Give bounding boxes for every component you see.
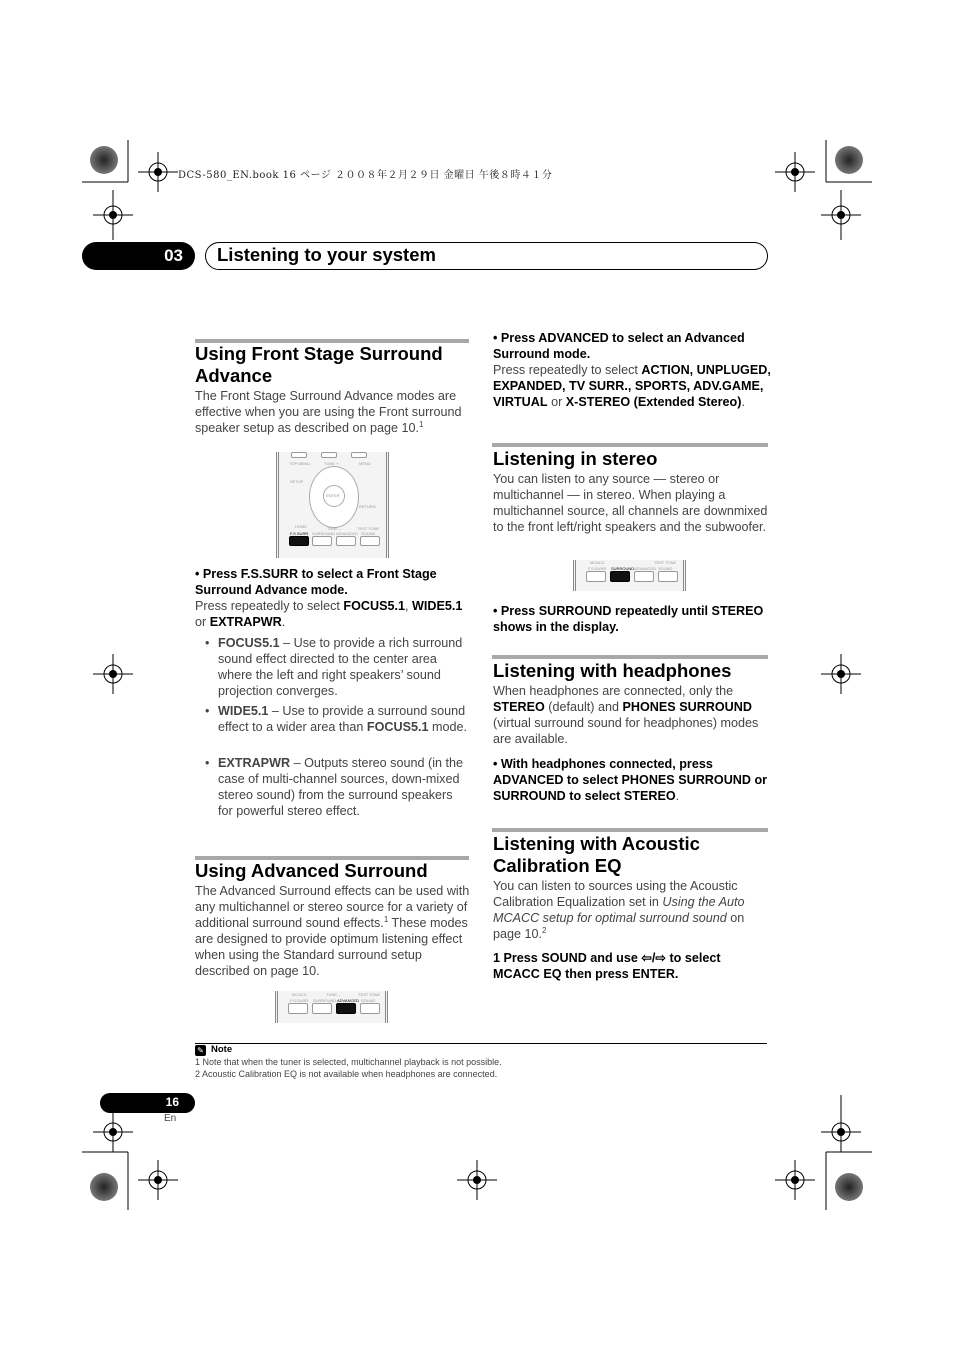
footnote-ref: 2 — [542, 925, 547, 935]
remote-button — [351, 452, 367, 458]
remote-label: MENU — [359, 461, 371, 466]
text: You can listen to sources using the Acoustic Calibration Equalization set in — [493, 879, 738, 909]
fss-intro — [195, 388, 470, 436]
section-heading-advanced: Using Advanced Surround — [195, 860, 428, 881]
remote-button — [360, 536, 380, 546]
chapter-number-text: 03 — [164, 246, 183, 265]
text: , — [405, 599, 412, 613]
section-rule — [492, 655, 768, 659]
remote-label: MCACC — [590, 560, 605, 565]
text: . — [675, 789, 680, 803]
list-item: • EXTRAPWR – Outputs stereo sound (in the case of multi-channel sources, down-mixed stereo sound) from the surround speakers for powerful stereo effect. — [205, 756, 463, 818]
remote-button — [291, 452, 307, 458]
text: Press repeatedly to select — [195, 599, 344, 613]
text: . — [741, 395, 745, 409]
mode-name: EXTRAPWR — [218, 756, 291, 770]
text: Press repeatedly to select — [493, 363, 642, 377]
item-text: mode. — [428, 720, 467, 734]
text: or — [195, 615, 210, 629]
mode-name: X-STEREO (Extended Stereo) — [565, 395, 742, 409]
remote-label: RETURN — [359, 504, 376, 509]
remote-button-advanced — [336, 1003, 356, 1014]
mode-name: EXTRAPWR — [209, 615, 282, 629]
remote-label: F.S.SURR — [290, 998, 309, 1003]
chapter-number — [82, 242, 195, 270]
footnote-2: 2 Acoustic Calibration EQ is not available when headphones are connected. — [195, 1069, 498, 1079]
remote-label: SURROUND — [611, 566, 635, 571]
remote-label: SURROUND — [312, 531, 336, 536]
remote-button — [312, 1003, 332, 1014]
remote-button — [586, 571, 606, 582]
acoustic-text — [493, 878, 768, 942]
adv-press-line — [493, 362, 771, 410]
remote-illustration-advanced — [275, 991, 388, 1023]
remote-button — [288, 1003, 308, 1014]
text: When headphones are connected, only the — [493, 684, 734, 698]
mode-name: STEREO — [493, 700, 545, 714]
phones-step — [493, 756, 768, 804]
note-label: Note — [211, 1044, 233, 1055]
adv-step: • Press ADVANCED to select an Advanced Surround mode. — [493, 331, 745, 361]
remote-button — [321, 452, 337, 458]
remote-label: TEST TONE — [358, 992, 381, 997]
remote-label: TEST TONE — [357, 526, 380, 531]
text: (default) and — [544, 700, 623, 714]
stereo-step: • Press SURROUND repeatedly until STEREO shows in the display. — [493, 604, 764, 634]
remote-label: TOP MENU — [289, 461, 310, 466]
remote-illustration-fss — [276, 452, 389, 558]
item-text: – Outputs stereo sound (in the case of multi-channel sources, down-mixed stereo sound) from the surround speakers for powerful stereo effect. — [218, 756, 463, 818]
footnote-1: 1 Note that when the tuner is selected, multichannel playback is not possible. — [195, 1057, 502, 1067]
page-language: En — [164, 1113, 177, 1124]
text: The Advanced Surround effects can be used with any multichannel or stereo source for a variety of additional surround sound effects. — [195, 884, 470, 930]
fss-step: • Press F.S.SURR to select a Front Stage Surround Advance mode. — [195, 567, 437, 597]
link-text: Using the Auto MCACC setup for optimal surround sound — [493, 895, 745, 925]
remote-label: SURROUND — [313, 998, 337, 1003]
footnote-ref: 1 — [419, 419, 424, 429]
print-info: DCS-580_EN.book 16 ページ ２００８年２月２９日 金曜日 午後８時４１分 — [178, 170, 553, 181]
remote-label: SETUP — [290, 479, 304, 484]
text: or — [547, 395, 566, 409]
remote-label: TEST TONE — [654, 560, 677, 565]
list-item: • FOCUS5.1 – Use to provide a rich surround sound effect directed to the center area where the left and right speakers’ sound projection converges. — [205, 636, 463, 698]
remote-button — [336, 536, 356, 546]
remote-label: F.S.SURR — [290, 531, 309, 536]
remote-button — [634, 571, 654, 582]
remote-label: TUNE – — [326, 992, 341, 997]
remote-label: HOME — [295, 524, 307, 529]
section-heading-fss: Using Front Stage Surround Advance — [195, 343, 443, 386]
section-heading-acoustic: Listening with Acoustic Calibration EQ — [493, 833, 700, 876]
note-rule — [195, 1043, 767, 1044]
remote-button-surround — [610, 571, 630, 582]
mode-names: ACTION, UNPLUGED, EXPANDED, TV SURR., SPORTS, ADV.GAME, VIRTUAL — [493, 363, 771, 409]
section-rule — [492, 443, 768, 447]
remote-button — [312, 536, 332, 546]
chapter-title — [205, 242, 768, 270]
mode-name: FOCUS5.1 — [218, 636, 280, 650]
remote-label: TUNE – — [327, 526, 342, 531]
text: (virtual surround sound for headphones) modes are available. — [493, 716, 759, 746]
section-heading-stereo: Listening in stereo — [493, 448, 658, 469]
mode-name: WIDE5.1 — [218, 704, 269, 718]
text: on page 10. — [493, 911, 745, 941]
remote-label: ADVANCED — [337, 998, 359, 1003]
phones-text — [493, 683, 768, 747]
remote-label: ENTER — [326, 493, 340, 498]
text: These modes are designed to provide optimum listening effect when using the Standard surround setup described on page 10. — [195, 916, 468, 978]
section-rule — [492, 828, 768, 832]
remote-label: SOUND — [658, 566, 673, 571]
section-heading-headphones: Listening with headphones — [493, 660, 732, 681]
remote-label: ADVANCED — [634, 566, 656, 571]
note-icon: ✎ — [195, 1045, 206, 1056]
list-item: • WIDE5.1 – Use to provide a surround sound effect to a wider area than FOCUS5.1 mode. — [205, 704, 467, 734]
text: . — [281, 615, 286, 629]
page-number-text: 16 — [165, 1095, 179, 1109]
step-text: • With headphones connected, press ADVANCED to select PHONES SURROUND or SURROUND to select STEREO — [493, 757, 768, 803]
acoustic-step: 1 Press SOUND and use ⇦/⇨ to select MCACC EQ then press ENTER. — [493, 951, 721, 981]
remote-button — [360, 1003, 380, 1014]
remote-button-fssurr — [289, 536, 309, 546]
remote-label: MCACC — [292, 992, 307, 997]
stereo-text: You can listen to any source — stereo or multichannel — in stereo. When playing a multichannel source, all channels are downmixed to the front left/right speakers and the subwoofer. — [493, 472, 768, 534]
remote-label: SOUND — [361, 531, 376, 536]
footnote-ref: 1 — [383, 914, 389, 924]
item-text: – Use to provide a rich surround sound effect directed to the center area where the left and right speakers’ sound projection converges. — [218, 636, 463, 698]
mode-name: FOCUS5.1 — [343, 599, 405, 613]
chapter-title-text: Listening to your system — [217, 244, 436, 265]
remote-label: TUNE + — [324, 461, 339, 466]
remote-label: F.S.SURR — [588, 566, 607, 571]
remote-label: ADVANCED — [336, 531, 358, 536]
fss-intro-text: The Front Stage Surround Advance modes are effective when you are using the Front surround speaker setup as described on page 10. — [195, 389, 462, 435]
remote-label: SOUND — [361, 998, 376, 1003]
mode-name: PHONES SURROUND — [622, 700, 752, 714]
mode-name: FOCUS5.1 — [366, 720, 429, 734]
fss-press-line — [195, 598, 470, 630]
page-number — [100, 1093, 195, 1113]
remote-button — [658, 571, 678, 582]
remote-illustration-stereo — [573, 560, 686, 591]
adv-text — [195, 883, 470, 979]
mode-name: WIDE5.1 — [412, 599, 463, 613]
item-text: – Use to provide a surround sound effect to a wider area than — [218, 704, 466, 734]
